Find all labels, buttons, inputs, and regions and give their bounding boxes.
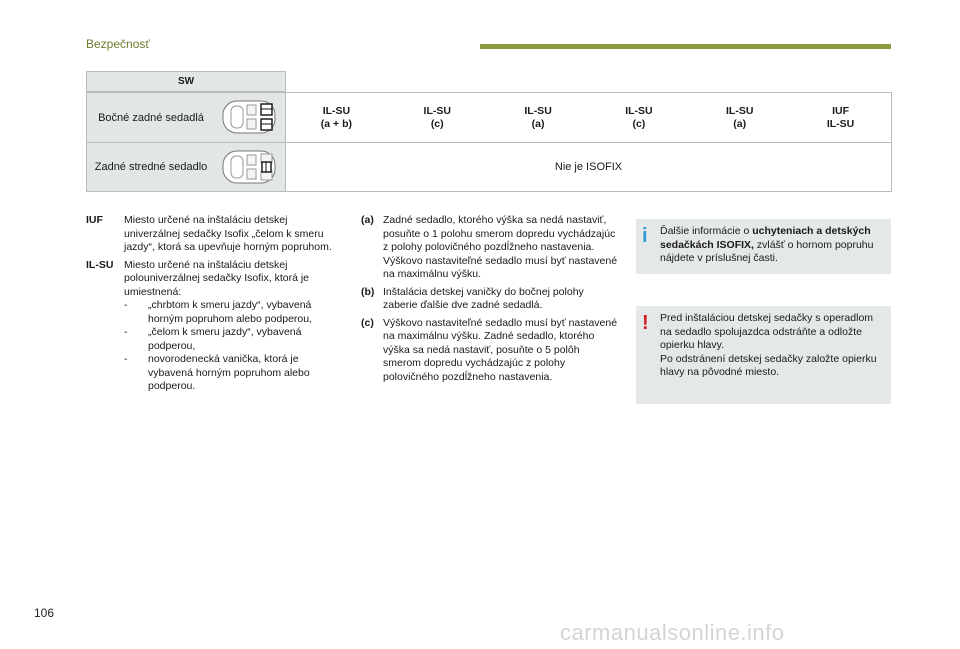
section-title: Bezpečnosť	[86, 37, 150, 51]
cell-line: IL-SU	[322, 104, 351, 117]
info-note-prefix: Ďalšie informácie o	[660, 225, 753, 237]
list-item: - „chrbtom k smeru jazdy“, vybavená horným popruhom alebo podperou,	[124, 299, 346, 326]
legend-middle	[361, 214, 619, 388]
table-cell	[790, 93, 891, 142]
row-cells	[286, 93, 892, 142]
legend-left	[86, 214, 346, 398]
legend-key: IL-SU	[86, 258, 114, 271]
legend-text-block	[124, 259, 346, 394]
table-row	[86, 142, 892, 192]
list-item: - „čelom k smeru jazdy“, vybavená podperou,	[124, 326, 346, 353]
row-label-text: Zadné stredné sedadlo	[94, 161, 208, 173]
cell-line: (a)	[531, 117, 545, 130]
car-center-seat-icon	[221, 147, 277, 187]
legend-text: Zadné sedadlo, ktorého výška sa nedá nastaviť, posuňte o 1 polohu smerom dopredu vychádzajúc z polohy polovičného pozdĺžneho nastavenia. Výškovo nastaviteľné sedadlo musí byť nastavené na maximálnu výšku.	[383, 214, 618, 280]
header-accent-bar	[480, 44, 891, 49]
table-cell	[689, 93, 790, 142]
page-number: 106	[34, 606, 55, 620]
list-item-text: „chrbtom k smeru jazdy“, vybavená horným popruhom alebo podperou,	[148, 299, 313, 325]
info-note-bold: uchyteniach a detských sedačkách ISOFIX,	[660, 225, 871, 251]
legend-item	[361, 214, 619, 282]
warning-note	[636, 306, 891, 404]
watermark: carmanualsonline.info	[560, 620, 785, 645]
info-note	[636, 219, 891, 274]
info-icon: i	[642, 225, 648, 247]
cell-line: IL-SU	[524, 104, 552, 117]
isofix-table	[86, 71, 892, 192]
cell-line: IL-SU	[625, 104, 653, 117]
legend-item	[86, 214, 346, 255]
legend-key: (c)	[361, 316, 374, 329]
warning-icon: !	[642, 312, 649, 334]
cell-line: IL-SU	[826, 117, 855, 130]
legend-key: (b)	[361, 285, 375, 298]
table-cell	[387, 93, 488, 142]
list-item-text: „čelom k smeru jazdy“, vybavená podperou,	[148, 326, 302, 352]
row-label	[86, 93, 286, 142]
legend-item	[86, 259, 346, 394]
legend-text: Miesto určené na inštaláciu detskej univerzálnej sedačky Isofix „čelom k smeru jazdy“, ktorá sa upevňuje horným popruhom.	[124, 214, 332, 253]
info-note-suffix: zvlášť o hornom popruhu nájdete v príslušnej časti.	[660, 238, 874, 264]
legend-key: (a)	[361, 214, 374, 226]
table-cell-merged: Nie je ISOFIX	[554, 161, 623, 173]
legend-item	[361, 286, 619, 313]
legend-text: Miesto určené na inštaláciu detskej polouniverzálnej sedačky Isofix, ktorá je umiestnená:	[124, 258, 310, 298]
legend-text: Výškovo nastaviteľné sedadlo musí byť nastavené na maximálnu výšku. Zadné sedadlo, ktorého výška sa nedá nastaviť, posuňte o 5 polôh smerom dopredu vychádzajúc z polohy polovičného pozdĺžneho nastavenia.	[383, 316, 618, 383]
table-row	[86, 92, 892, 142]
table-head-sw: SW	[86, 71, 286, 92]
cell-line: IL-SU	[726, 104, 754, 117]
table-cell	[588, 93, 689, 142]
legend-item	[361, 317, 619, 385]
cell-line: (c)	[430, 117, 444, 130]
row-label	[86, 143, 286, 191]
cell-line: IUF	[832, 104, 850, 117]
warning-note-line1: Pred inštaláciou detskej sedačky s operadlom na sedadlo spolujazdca odstráňte a odložte opierku hlavy.	[660, 312, 874, 351]
car-outer-seats-icon	[221, 97, 277, 137]
cell-line: (a)	[733, 117, 747, 130]
list-item: - novorodenecká vanička, ktorá je vybavená horným popruhom alebo podperou.	[124, 353, 346, 394]
warning-note-line2: Po odstránení detskej sedačky založte opierku hlavy na pôvodné miesto.	[660, 352, 877, 378]
cell-line: IL-SU	[423, 104, 451, 117]
table-cell	[286, 93, 387, 142]
row-cells	[286, 143, 892, 191]
cell-line: (c)	[632, 117, 646, 130]
legend-text: Inštalácia detskej vaničky do bočnej polohy zaberie ďalšie dve zadné sedadlá.	[383, 285, 584, 311]
list-item-text: novorodenecká vanička, ktorá je vybavená horným popruhom alebo podperou.	[148, 353, 310, 392]
table-cell	[488, 93, 589, 142]
legend-key: IUF	[86, 214, 103, 226]
cell-line: (a + b)	[320, 117, 353, 130]
row-label-text: Bočné zadné sedadlá	[98, 111, 204, 124]
